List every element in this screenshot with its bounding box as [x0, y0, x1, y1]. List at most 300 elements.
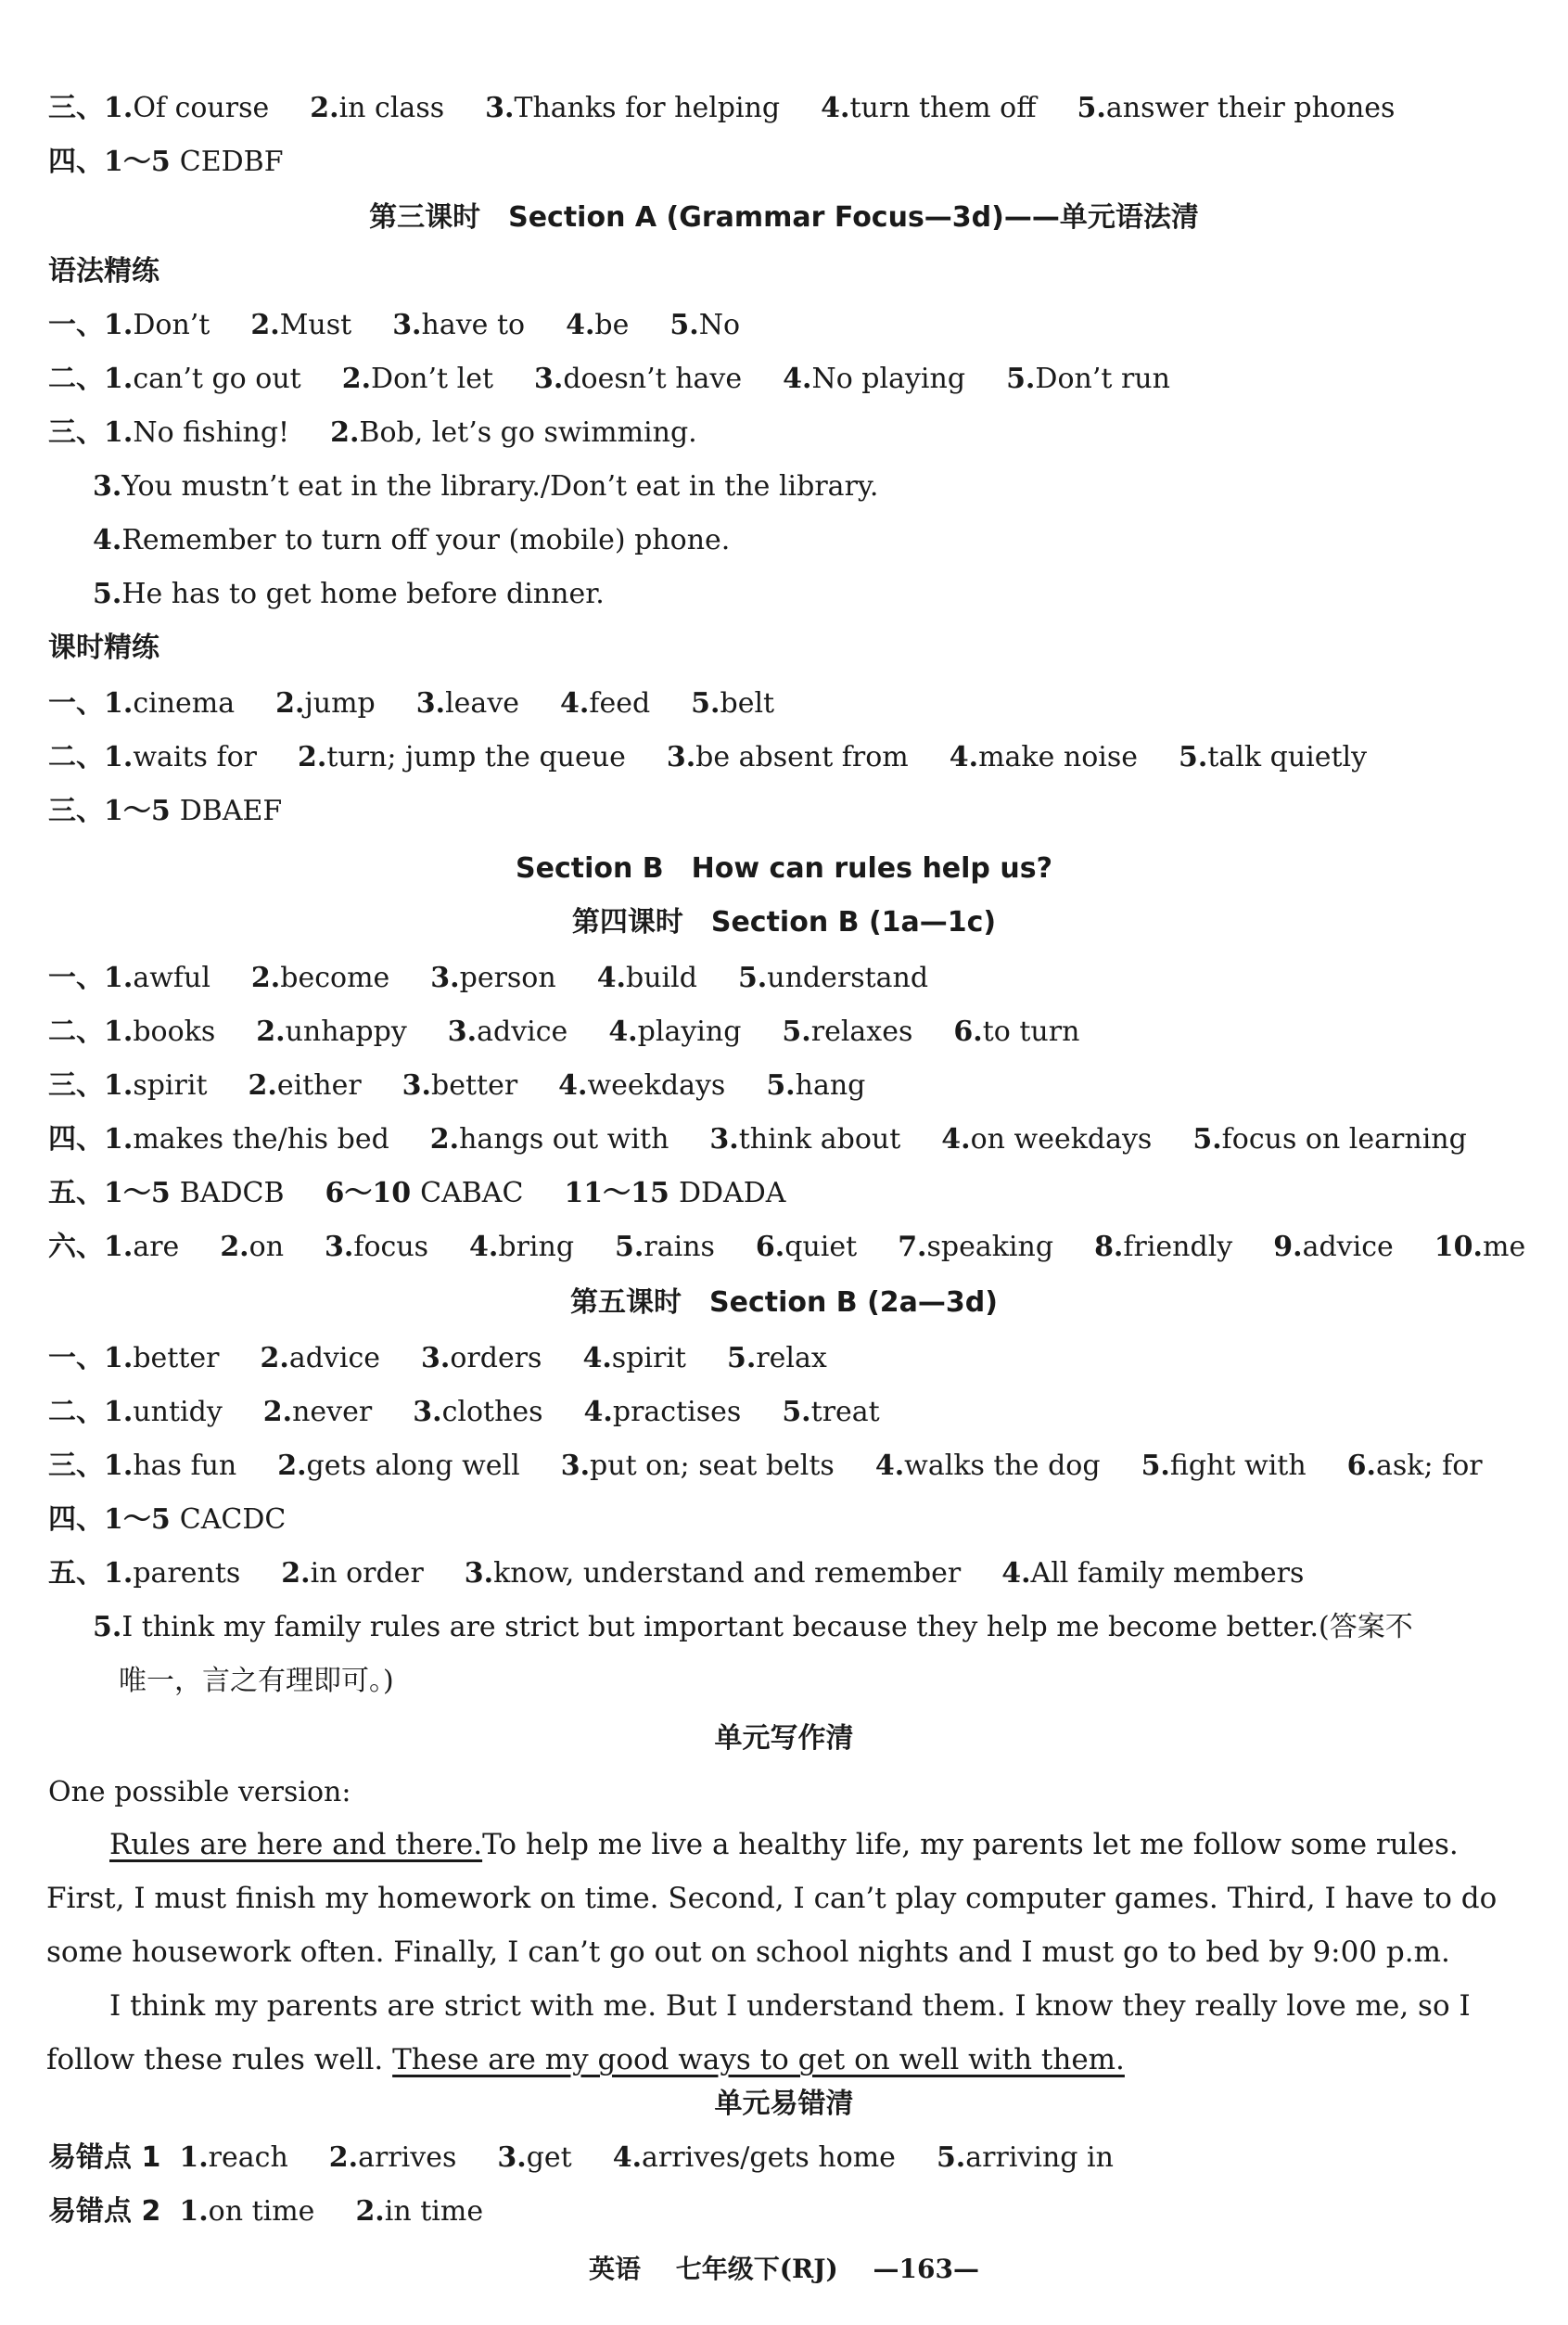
- item-answer: Don’t run: [1035, 363, 1170, 395]
- item-answer: turn them off: [849, 92, 1037, 124]
- item-number: 1.: [104, 309, 134, 341]
- question-number: 一、: [48, 687, 104, 720]
- answer-item: [1141, 1450, 1307, 1482]
- item-number: 1.: [104, 1557, 134, 1590]
- answer-item: [220, 1231, 284, 1263]
- answer-item: [251, 962, 389, 994]
- item-answer: relax: [756, 1342, 827, 1374]
- item-answer: orders: [450, 1342, 542, 1374]
- item-number: 2.: [220, 1231, 249, 1263]
- answer-item: [392, 309, 525, 341]
- item-answer: never: [292, 1396, 373, 1428]
- item-answer: DDADA: [678, 1177, 786, 1209]
- answer-item: [104, 1450, 236, 1482]
- item-answer: bring: [498, 1231, 575, 1263]
- item-number: 2.: [429, 1123, 460, 1156]
- answer-row: [48, 681, 1512, 727]
- page-footer: [0, 2249, 1568, 2286]
- item-number: 3.: [497, 2141, 527, 2174]
- answer-item: [1179, 741, 1367, 773]
- answer-item: [497, 2141, 571, 2174]
- answer-item: [448, 1016, 568, 1048]
- item-answer: cinema: [133, 687, 236, 720]
- answer-row: [48, 1117, 1512, 1163]
- answer-item: [1001, 1557, 1304, 1590]
- answer-item: [782, 1396, 879, 1428]
- answer-item: [485, 92, 780, 124]
- answer-sentence: 4.Remember to turn off your (mobile) phone.: [93, 524, 731, 556]
- answer-item: [669, 309, 740, 341]
- item-answer: are: [133, 1231, 180, 1263]
- item-number: 11～15: [564, 1177, 669, 1209]
- item-answer: advice: [477, 1016, 568, 1048]
- page-number: —163—: [873, 2254, 979, 2284]
- item-number: 1.: [104, 1342, 134, 1374]
- answer-row: [48, 356, 1512, 402]
- item-number: 10.: [1434, 1231, 1483, 1263]
- answer-item: [421, 1342, 542, 1374]
- answer-item: [727, 1342, 827, 1374]
- item-answer: on time: [208, 2195, 315, 2228]
- item-number: 3.: [666, 741, 696, 773]
- item-answer: build: [626, 962, 697, 994]
- item-answer: speaking: [926, 1231, 1054, 1263]
- item-answer: turn; jump the queue: [326, 741, 626, 773]
- question-number: 一、: [48, 1342, 104, 1374]
- answer-item: [937, 2141, 1114, 2174]
- item-answer: in order: [310, 1557, 424, 1590]
- question-number: 六、: [48, 1231, 104, 1263]
- item-number: 4.: [566, 309, 595, 341]
- item-number: 2.: [277, 1450, 307, 1482]
- item-number: 5.: [1141, 1450, 1170, 1482]
- item-number: 2.: [250, 309, 280, 341]
- item-answer: gets along well: [306, 1450, 520, 1482]
- answer-row: [48, 1170, 1512, 1217]
- error-point-row: [48, 2135, 1512, 2181]
- item-number: 2.: [355, 2195, 385, 2228]
- answer-row: [48, 735, 1512, 781]
- answer-item: [325, 1231, 428, 1263]
- answer-item: [465, 1557, 961, 1590]
- answer-item: [402, 1069, 518, 1102]
- answer-row: [48, 788, 1512, 835]
- essay-underlined-closing: These are my good ways to get on well with them.: [392, 2043, 1125, 2076]
- answer-item: [104, 1503, 286, 1536]
- item-number: 1.: [179, 2195, 209, 2228]
- item-number: 4.: [560, 687, 590, 720]
- item-answer: can’t go out: [133, 363, 301, 395]
- answer-item: [104, 309, 210, 341]
- item-answer: relaxes: [810, 1016, 913, 1048]
- item-answer: walks the dog: [904, 1450, 1101, 1482]
- question-number: 二、: [48, 741, 104, 773]
- question-number: 二、: [48, 1396, 104, 1428]
- item-number: 2.: [281, 1557, 311, 1590]
- answer-item: [430, 962, 555, 994]
- item-answer: Must: [279, 309, 352, 341]
- item-number: 2.: [275, 687, 305, 720]
- answer-item: [469, 1231, 574, 1263]
- item-answer: be: [594, 309, 630, 341]
- item-number: 1.: [104, 1069, 134, 1102]
- answer-row: [48, 1497, 1512, 1543]
- item-answer: talk quietly: [1207, 741, 1368, 773]
- item-number: 5.: [1006, 363, 1036, 395]
- item-number: 2.: [310, 92, 339, 124]
- item-answer: ask; for: [1376, 1450, 1483, 1482]
- question-number: 三、: [48, 1069, 104, 1102]
- item-number: 5.: [936, 2141, 966, 2174]
- item-number: 6.: [953, 1016, 983, 1048]
- item-answer: untidy: [133, 1396, 223, 1428]
- item-number: 4.: [783, 363, 812, 395]
- answer-row: [48, 139, 1512, 185]
- answer-row: [48, 1551, 1512, 1597]
- item-answer: No playing: [811, 363, 966, 395]
- answer-item: [1273, 1231, 1394, 1263]
- item-number: 1.: [104, 92, 134, 124]
- lesson-heading: 第五课时 Section B (2a—3d): [570, 1286, 998, 1319]
- answer-item: [1347, 1450, 1483, 1482]
- item-number: 3.: [325, 1231, 354, 1263]
- error-point-label: 易错点 2: [48, 2195, 161, 2228]
- item-answer: awful: [133, 962, 210, 994]
- item-answer: arrives: [358, 2141, 457, 2174]
- answer-row: [48, 1443, 1512, 1489]
- item-number: 3.: [430, 962, 460, 994]
- answer-row: [48, 1009, 1512, 1055]
- answer-item: [560, 687, 650, 720]
- item-answer: weekdays: [587, 1069, 726, 1102]
- item-answer: reach: [208, 2141, 288, 2174]
- item-answer: Bob, let’s go swimming.: [359, 416, 697, 449]
- answer-item: [821, 92, 1036, 124]
- item-number: 4.: [582, 1342, 612, 1374]
- answer-item: [329, 2141, 457, 2174]
- answer-item: [1077, 92, 1396, 124]
- answer-item: [104, 1231, 179, 1263]
- answer-row: [48, 85, 1512, 132]
- item-answer: DBAEF: [179, 795, 283, 827]
- item-answer: parents: [133, 1557, 241, 1590]
- item-number: 1.: [104, 1450, 134, 1482]
- answer-item: [416, 687, 519, 720]
- item-number: 4.: [612, 2141, 643, 2174]
- item-number: 3.: [415, 687, 446, 720]
- answer-item: [941, 1123, 1152, 1156]
- model-essay: [46, 1818, 1503, 2087]
- answer-item: [756, 1231, 857, 1263]
- item-answer: All family members: [1030, 1557, 1305, 1590]
- item-answer: No fishing!: [133, 416, 290, 449]
- item-answer: on weekdays: [970, 1123, 1153, 1156]
- subsection-title: 语法精练: [48, 255, 159, 287]
- item-answer: know, understand and remember: [493, 1557, 962, 1590]
- item-answer: better: [133, 1342, 220, 1374]
- item-number: 2.: [250, 962, 281, 994]
- item-answer: CEDBF: [179, 146, 284, 178]
- item-answer: BADCB: [179, 1177, 285, 1209]
- item-number: 1.: [104, 363, 134, 395]
- answer-item: [1192, 1123, 1466, 1156]
- answer-item: [275, 687, 376, 720]
- answer-item: [263, 1396, 372, 1428]
- item-number: 1.: [179, 2141, 209, 2174]
- item-number: 2.: [248, 1069, 277, 1102]
- item-number: 6.: [755, 1231, 785, 1263]
- item-answer: either: [276, 1069, 362, 1102]
- answer-item: [1434, 1231, 1525, 1263]
- item-number: 3.: [709, 1123, 739, 1156]
- answer-item: [104, 146, 284, 178]
- item-answer: playing: [637, 1016, 742, 1048]
- item-number: 7.: [898, 1231, 927, 1263]
- answer-item: [413, 1396, 542, 1428]
- item-number: 3.: [560, 1450, 591, 1482]
- answer-sentence-continued: 唯一，言之有理即可。): [119, 1665, 394, 1697]
- answer-item: [667, 741, 909, 773]
- lesson-heading: 第四课时 Section B (1a—1c): [571, 906, 997, 939]
- item-number: 6～10: [325, 1177, 412, 1209]
- item-number: 1～5: [104, 795, 171, 827]
- item-answer: friendly: [1123, 1231, 1233, 1263]
- answer-item: [1094, 1231, 1232, 1263]
- item-number: 8.: [1094, 1231, 1124, 1263]
- item-number: 2.: [330, 416, 360, 449]
- question-number: 四、: [48, 146, 104, 178]
- item-number: 1.: [104, 1231, 134, 1263]
- answer-item: [584, 1396, 742, 1428]
- item-answer: has fun: [133, 1450, 237, 1482]
- question-number: 四、: [48, 1503, 104, 1536]
- answer-row: [48, 1063, 1512, 1109]
- answer-item: [256, 1016, 407, 1048]
- answer-row: [48, 1335, 1512, 1382]
- item-answer: waits for: [133, 741, 257, 773]
- item-answer: clothes: [441, 1396, 543, 1428]
- item-number: 5.: [691, 687, 720, 720]
- answer-item: [261, 1342, 381, 1374]
- item-number: 3.: [447, 1016, 478, 1048]
- answer-item: [104, 687, 235, 720]
- answer-item: [564, 1177, 785, 1209]
- answer-item: [558, 1069, 725, 1102]
- item-answer: jump: [304, 687, 376, 720]
- answer-item: [738, 962, 928, 994]
- item-number: 5.: [782, 1016, 811, 1048]
- item-number: 1.: [104, 741, 134, 773]
- answer-item: [104, 741, 257, 773]
- item-answer: put on; seat belts: [590, 1450, 835, 1482]
- item-answer: me: [1483, 1231, 1526, 1263]
- item-answer: leave: [445, 687, 520, 720]
- answer-item: [104, 92, 269, 124]
- question-number: 三、: [48, 92, 104, 124]
- answer-item: [613, 2141, 896, 2174]
- answer-item: [179, 2141, 287, 2174]
- answer-item: [1006, 363, 1170, 395]
- item-answer: think about: [738, 1123, 901, 1156]
- common-errors-heading: 单元易错清: [714, 2088, 854, 2120]
- item-answer: hangs out with: [459, 1123, 669, 1156]
- item-answer: focus: [353, 1231, 429, 1263]
- item-number: 4.: [596, 962, 627, 994]
- item-answer: rains: [644, 1231, 715, 1263]
- item-number: 5.: [1179, 741, 1208, 773]
- item-number: 3.: [421, 1342, 451, 1374]
- item-number: 1～5: [104, 146, 171, 178]
- item-number: 2.: [256, 1016, 286, 1048]
- question-number: 五、: [48, 1557, 104, 1590]
- error-point-row: [48, 2189, 1512, 2235]
- item-number: 3.: [485, 92, 515, 124]
- item-number: 3.: [413, 1396, 442, 1428]
- answer-item: [782, 1016, 912, 1048]
- item-number: 2.: [297, 741, 327, 773]
- item-answer: Don’t: [133, 309, 210, 341]
- item-answer: have to: [421, 309, 526, 341]
- answer-item: [325, 1177, 524, 1209]
- item-number: 6.: [1346, 1450, 1376, 1482]
- item-answer: treat: [810, 1396, 880, 1428]
- answer-item: [330, 416, 697, 449]
- item-number: 2.: [260, 1342, 289, 1374]
- answer-row: [48, 1224, 1526, 1271]
- answer-item: [898, 1231, 1053, 1263]
- item-number: 5.: [726, 1342, 757, 1374]
- item-number: 4.: [821, 92, 850, 124]
- answer-sentence: 5.I think my family rules are strict but important because they help me become better.(答案不: [93, 1611, 1413, 1643]
- item-number: 4.: [949, 741, 979, 773]
- item-answer: spirit: [611, 1342, 686, 1374]
- item-answer: makes the/his bed: [133, 1123, 389, 1156]
- item-number: 4.: [1001, 1557, 1031, 1590]
- answer-item: [691, 687, 774, 720]
- answer-item: [430, 1123, 669, 1156]
- answer-item: [783, 363, 965, 395]
- answer-sentence: 3.You mustn’t eat in the library./Don’t eat in the library.: [93, 470, 879, 503]
- lesson-heading: 第三课时 Section A (Grammar Focus—3d)——单元语法清: [369, 201, 1199, 234]
- answer-item: [104, 1396, 223, 1428]
- item-answer: advice: [288, 1342, 381, 1374]
- answer-item: [534, 363, 742, 395]
- question-number: 二、: [48, 1016, 104, 1048]
- item-number: 3.: [402, 1069, 431, 1102]
- item-answer: in class: [338, 92, 445, 124]
- item-answer: Thanks for helping: [514, 92, 781, 124]
- item-number: 3.: [464, 1557, 494, 1590]
- writing-intro: One possible version:: [48, 1776, 351, 1808]
- item-answer: belt: [720, 687, 775, 720]
- item-number: 9.: [1273, 1231, 1303, 1263]
- item-answer: Of course: [133, 92, 270, 124]
- subsection-title: 课时精练: [48, 632, 159, 664]
- question-number: 三、: [48, 416, 104, 449]
- answer-item: [608, 1016, 741, 1048]
- item-answer: books: [133, 1016, 216, 1048]
- item-answer: arrives/gets home: [642, 2141, 896, 2174]
- answer-item: [179, 2195, 314, 2228]
- item-number: 5.: [737, 962, 768, 994]
- item-answer: CABAC: [420, 1177, 524, 1209]
- section-heading: Section B How can rules help us?: [516, 852, 1052, 885]
- item-number: 3.: [534, 363, 564, 395]
- answer-item: [950, 741, 1138, 773]
- item-number: 4.: [941, 1123, 971, 1156]
- answer-item: [281, 1557, 423, 1590]
- item-number: 4.: [583, 1396, 613, 1428]
- answer-item: [250, 309, 351, 341]
- item-number: 5.: [782, 1396, 811, 1428]
- answer-item: [249, 1069, 362, 1102]
- answer-item: [342, 363, 493, 395]
- item-answer: on: [249, 1231, 285, 1263]
- question-number: 一、: [48, 309, 104, 341]
- question-number: 五、: [48, 1177, 104, 1209]
- item-number: 1.: [104, 416, 134, 449]
- item-number: 1.: [104, 1016, 134, 1048]
- item-answer: better: [431, 1069, 518, 1102]
- answer-item: [355, 2195, 483, 2228]
- item-number: 5.: [1192, 1123, 1222, 1156]
- item-answer: practises: [612, 1396, 742, 1428]
- item-number: 4.: [558, 1069, 588, 1102]
- item-answer: get: [526, 2141, 572, 2174]
- answer-item: [875, 1450, 1101, 1482]
- essay-paragraph-1: Rules are here and there.To help me live a healthy life, my parents let me follow some rules. First, I must finish my homework on time. Second, I can’t play computer games. Third, I have to do some housework often. Finally, I can’t go out on school nights and I must go to bed by 9:00 p.m.: [46, 1828, 1498, 1969]
- answer-item: [104, 1177, 285, 1209]
- answer-item: [615, 1231, 715, 1263]
- item-answer: become: [280, 962, 390, 994]
- answer-item: [561, 1450, 835, 1482]
- answer-item: [104, 363, 301, 395]
- item-answer: spirit: [133, 1069, 208, 1102]
- answer-sentence: 5.He has to get home before dinner.: [93, 578, 605, 610]
- item-number: 4.: [874, 1450, 905, 1482]
- answer-row: [48, 955, 1512, 1002]
- item-answer: Don’t let: [371, 363, 494, 395]
- item-answer: unhappy: [285, 1016, 407, 1048]
- item-answer: feed: [589, 687, 651, 720]
- item-number: 1.: [104, 687, 134, 720]
- answer-item: [104, 1557, 240, 1590]
- item-number: 2.: [328, 2141, 359, 2174]
- answer-item: [298, 741, 626, 773]
- item-answer: make noise: [978, 741, 1139, 773]
- answer-item: [104, 1016, 215, 1048]
- item-answer: CACDC: [179, 1503, 287, 1536]
- essay-underlined-opening: Rules are here and there.: [109, 1828, 483, 1861]
- answer-item: [582, 1342, 686, 1374]
- answer-item: [766, 1069, 865, 1102]
- item-number: 5.: [1077, 92, 1106, 124]
- answer-item: [104, 962, 210, 994]
- answer-item: [104, 1342, 220, 1374]
- item-answer: answer their phones: [1105, 92, 1396, 124]
- answer-item: [709, 1123, 900, 1156]
- item-number: 1.: [104, 962, 134, 994]
- item-answer: in time: [384, 2195, 484, 2228]
- answer-item: [310, 92, 444, 124]
- answer-item: [104, 1123, 389, 1156]
- item-answer: No: [698, 309, 741, 341]
- item-number: 5.: [669, 309, 699, 341]
- error-point-label: 易错点 1: [48, 2141, 161, 2174]
- item-number: 5.: [766, 1069, 796, 1102]
- item-number: 2.: [341, 363, 372, 395]
- answer-item: [104, 795, 282, 827]
